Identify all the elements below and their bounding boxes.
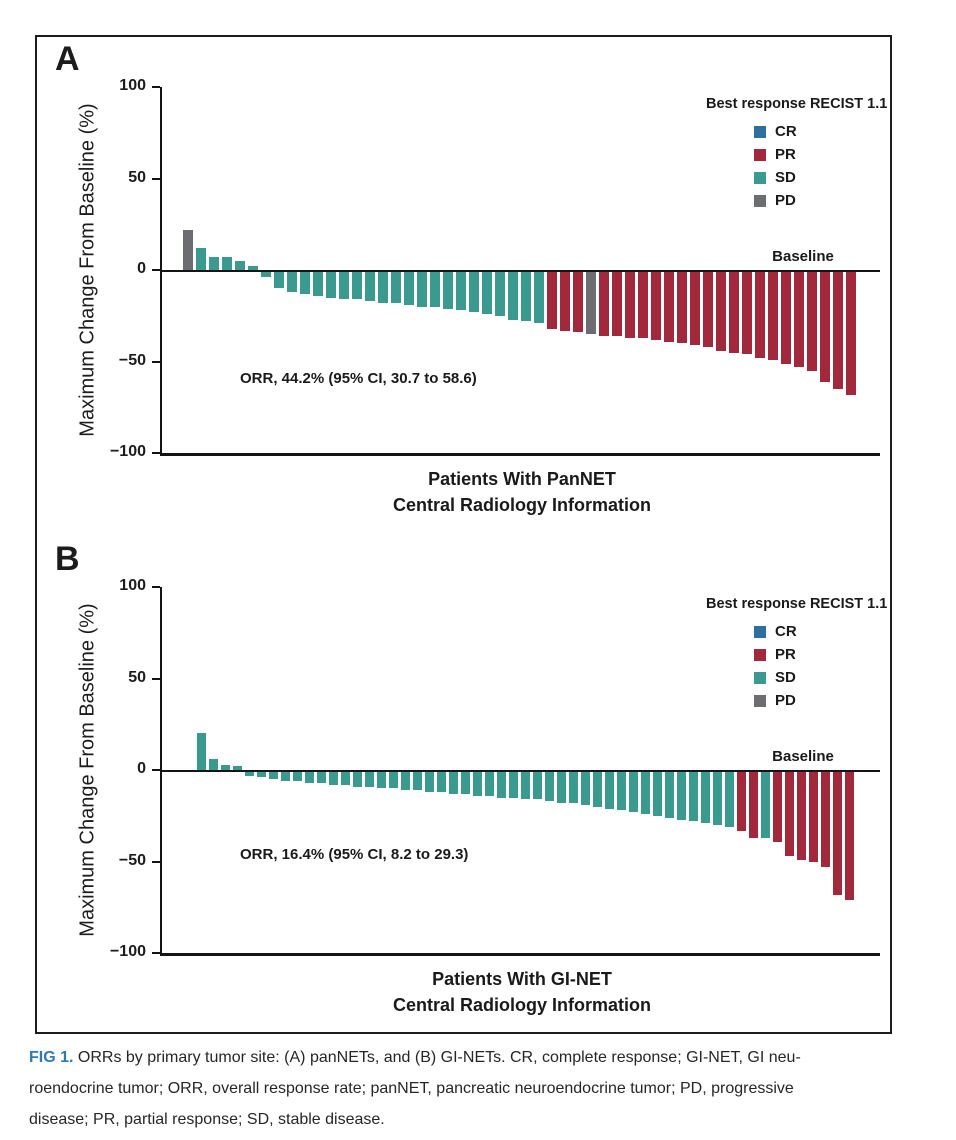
panel-a-x-axis-title-line1: Patients With PanNET [428,469,616,489]
legend-items [706,120,906,212]
panel-a-orr-note: ORR, 44.2% (95% CI, 30.7 to 58.6) [240,370,477,387]
y-tick-label: 50 [128,668,146,686]
pd-color-swatch-icon [754,195,766,207]
caption-tag: FIG 1. [29,1049,74,1066]
sd-color-swatch-icon [754,172,766,184]
panel-a-x-axis-title-line2: Central Radiology Information [392,495,651,515]
legend-item-label: PD [775,692,796,709]
panel-a-y-axis-title: Maximum Change From Baseline (%) [76,103,99,437]
legend-title: Best response RECIST 1.1 [706,96,888,112]
y-tick-label: −100 [109,443,146,460]
legend-item-pd [754,689,906,712]
legend-title: Best response RECIST 1.1 [706,596,888,612]
pr-color-swatch-icon [754,649,766,661]
cr-color-swatch-icon [754,126,766,138]
panel-a-baseline-label: Baseline [772,248,834,265]
legend-item-cr [754,120,906,143]
pr-color-swatch-icon [754,149,766,161]
panel-b-x-axis-title-line1: Patients With GI-NET [432,969,612,989]
panel-b-x-axis-title-line2: Central Radiology Information [392,995,651,1015]
panel-b-baseline-label: Baseline [772,748,834,765]
legend-item-label: PD [775,192,796,209]
legend-item-pd [754,189,906,212]
y-tick-label: −50 [118,851,146,869]
panel-b-label: B [55,540,80,578]
pd-color-swatch-icon [754,695,766,707]
panel-b-y-axis-title: Maximum Change From Baseline (%) [76,603,99,937]
panel-b-legend [706,596,906,712]
legend-item-sd [754,666,906,689]
y-tick-label: −100 [109,943,146,960]
legend-item-label: CR [775,623,797,640]
panel-a-label: A [55,40,80,78]
legend-item-label: CR [775,123,797,140]
legend-item-label: PR [775,146,796,163]
legend-item-label: SD [775,669,796,686]
panel-a-legend [706,96,906,212]
legend-item-pr [754,643,906,666]
legend-items [706,620,906,712]
caption-line-2: roendocrine tumor; ORR, overall response rate; panNET, pancreatic neuroendocrine tumor; PD, progressive [29,1080,794,1097]
caption-line-1: ORRs by primary tumor site: (A) panNETs, and (B) GI-NETs. CR, complete response; GI-NET, GI neu- [77,1049,801,1066]
legend-item-sd [754,166,906,189]
legend-item-cr [754,620,906,643]
cr-color-swatch-icon [754,626,766,638]
caption-line-3: disease; PR, partial response; SD, stable disease. [29,1111,385,1128]
y-tick-label: 100 [119,577,146,594]
legend-item-pr [754,143,906,166]
y-tick-label: −50 [118,351,146,369]
sd-color-swatch-icon [754,672,766,684]
figure-caption [29,1042,941,1135]
y-tick-label: 100 [119,77,146,94]
y-tick-label: 50 [128,168,146,186]
y-tick-label: 0 [137,760,146,777]
panel-b-orr-note: ORR, 16.4% (95% CI, 8.2 to 29.3) [240,846,469,863]
legend-item-label: SD [775,169,796,186]
y-tick-label: 0 [137,260,146,277]
legend-item-label: PR [775,646,796,663]
